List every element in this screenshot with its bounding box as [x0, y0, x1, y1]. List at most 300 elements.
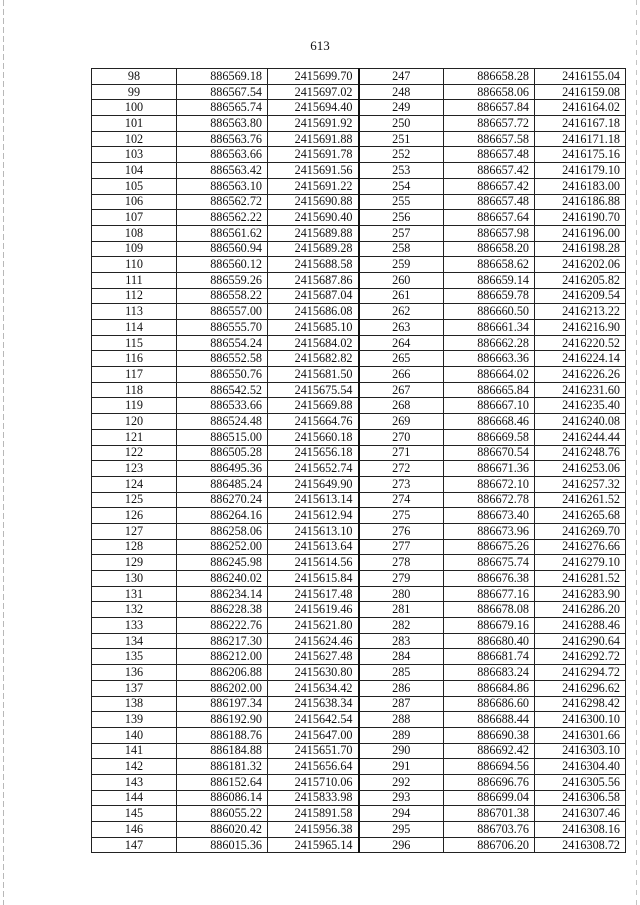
- table-row: [92, 774, 626, 790]
- y-coordinate-cell: 2415891.58: [268, 806, 359, 822]
- table-row: [92, 586, 626, 602]
- y-coordinate-cell: 2415956.38: [268, 822, 359, 838]
- x-coordinate-cell: 886020.42: [177, 822, 268, 838]
- point-number-cell: 100: [92, 100, 177, 116]
- y-coordinate-cell: 2415613.64: [268, 539, 359, 555]
- x-coordinate-cell: 886694.56: [444, 759, 535, 775]
- point-number-cell: 136: [92, 665, 177, 681]
- x-coordinate-cell: 886240.02: [177, 571, 268, 587]
- table-row: [92, 665, 626, 681]
- point-number-cell: 286: [359, 680, 444, 696]
- y-coordinate-cell: 2416224.14: [535, 351, 626, 367]
- y-coordinate-cell: 2415634.42: [268, 680, 359, 696]
- y-coordinate-cell: 2415691.92: [268, 116, 359, 132]
- x-coordinate-cell: 886690.38: [444, 727, 535, 743]
- x-coordinate-cell: 886560.94: [177, 241, 268, 257]
- y-coordinate-cell: 2415682.82: [268, 351, 359, 367]
- y-coordinate-cell: 2416171.18: [535, 131, 626, 147]
- point-number-cell: 105: [92, 178, 177, 194]
- y-coordinate-cell: 2415690.88: [268, 194, 359, 210]
- point-number-cell: 142: [92, 759, 177, 775]
- x-coordinate-cell: 886699.04: [444, 790, 535, 806]
- x-coordinate-cell: 886675.26: [444, 539, 535, 555]
- point-number-cell: 147: [92, 837, 177, 853]
- point-number-cell: 122: [92, 445, 177, 461]
- y-coordinate-cell: 2415619.46: [268, 602, 359, 618]
- y-coordinate-cell: 2415697.02: [268, 84, 359, 100]
- point-number-cell: 143: [92, 774, 177, 790]
- y-coordinate-cell: 2415624.46: [268, 633, 359, 649]
- y-coordinate-cell: 2415691.78: [268, 147, 359, 163]
- x-coordinate-cell: 886563.10: [177, 178, 268, 194]
- point-number-cell: 104: [92, 163, 177, 179]
- point-number-cell: 253: [359, 163, 444, 179]
- x-coordinate-cell: 886658.28: [444, 69, 535, 85]
- point-number-cell: 280: [359, 586, 444, 602]
- x-coordinate-cell: 886665.84: [444, 382, 535, 398]
- y-coordinate-cell: 2416244.44: [535, 429, 626, 445]
- point-number-cell: 295: [359, 822, 444, 838]
- point-number-cell: 145: [92, 806, 177, 822]
- x-coordinate-cell: 886696.76: [444, 774, 535, 790]
- x-coordinate-cell: 886679.16: [444, 618, 535, 634]
- table-row: [92, 367, 626, 383]
- table-row: [92, 618, 626, 634]
- y-coordinate-cell: 2415684.02: [268, 335, 359, 351]
- point-number-cell: 144: [92, 790, 177, 806]
- x-coordinate-cell: 886559.26: [177, 272, 268, 288]
- x-coordinate-cell: 886673.40: [444, 508, 535, 524]
- point-number-cell: 277: [359, 539, 444, 555]
- point-number-cell: 255: [359, 194, 444, 210]
- x-coordinate-cell: 886252.00: [177, 539, 268, 555]
- x-coordinate-cell: 886657.84: [444, 100, 535, 116]
- point-number-cell: 259: [359, 257, 444, 273]
- point-number-cell: 283: [359, 633, 444, 649]
- point-number-cell: 248: [359, 84, 444, 100]
- x-coordinate-cell: 886212.00: [177, 649, 268, 665]
- point-number-cell: 254: [359, 178, 444, 194]
- point-number-cell: 131: [92, 586, 177, 602]
- point-number-cell: 114: [92, 320, 177, 336]
- point-number-cell: 251: [359, 131, 444, 147]
- point-number-cell: 250: [359, 116, 444, 132]
- coordinates-table-body: [92, 69, 626, 853]
- point-number-cell: 99: [92, 84, 177, 100]
- y-coordinate-cell: 2415647.00: [268, 727, 359, 743]
- y-coordinate-cell: 2415649.90: [268, 476, 359, 492]
- table-row: [92, 382, 626, 398]
- x-coordinate-cell: 886055.22: [177, 806, 268, 822]
- table-row: [92, 806, 626, 822]
- y-coordinate-cell: 2415664.76: [268, 414, 359, 430]
- x-coordinate-cell: 886542.52: [177, 382, 268, 398]
- x-coordinate-cell: 886659.78: [444, 288, 535, 304]
- point-number-cell: 115: [92, 335, 177, 351]
- x-coordinate-cell: 886659.14: [444, 272, 535, 288]
- table-row: [92, 837, 626, 853]
- table-row: [92, 194, 626, 210]
- x-coordinate-cell: 886560.12: [177, 257, 268, 273]
- x-coordinate-cell: 886561.62: [177, 225, 268, 241]
- y-coordinate-cell: 2415675.54: [268, 382, 359, 398]
- point-number-cell: 98: [92, 69, 177, 85]
- point-number-cell: 285: [359, 665, 444, 681]
- point-number-cell: 275: [359, 508, 444, 524]
- point-number-cell: 141: [92, 743, 177, 759]
- table-row: [92, 759, 626, 775]
- y-coordinate-cell: 2416226.26: [535, 367, 626, 383]
- table-row: [92, 100, 626, 116]
- y-coordinate-cell: 2416261.52: [535, 492, 626, 508]
- table-row: [92, 351, 626, 367]
- table-row: [92, 429, 626, 445]
- point-number-cell: 261: [359, 288, 444, 304]
- x-coordinate-cell: 886662.28: [444, 335, 535, 351]
- x-coordinate-cell: 886563.76: [177, 131, 268, 147]
- table-row: [92, 790, 626, 806]
- y-coordinate-cell: 2415686.08: [268, 304, 359, 320]
- x-coordinate-cell: 886673.96: [444, 523, 535, 539]
- point-number-cell: 106: [92, 194, 177, 210]
- point-number-cell: 135: [92, 649, 177, 665]
- table-row: [92, 178, 626, 194]
- y-coordinate-cell: 2416305.56: [535, 774, 626, 790]
- point-number-cell: 256: [359, 210, 444, 226]
- y-coordinate-cell: 2416159.08: [535, 84, 626, 100]
- table-row: [92, 680, 626, 696]
- point-number-cell: 257: [359, 225, 444, 241]
- point-number-cell: 292: [359, 774, 444, 790]
- x-coordinate-cell: 886270.24: [177, 492, 268, 508]
- y-coordinate-cell: 2416286.20: [535, 602, 626, 618]
- point-number-cell: 276: [359, 523, 444, 539]
- table-row: [92, 571, 626, 587]
- point-number-cell: 113: [92, 304, 177, 320]
- y-coordinate-cell: 2415627.48: [268, 649, 359, 665]
- table-row: [92, 320, 626, 336]
- x-coordinate-cell: 886703.76: [444, 822, 535, 838]
- point-number-cell: 132: [92, 602, 177, 618]
- point-number-cell: 129: [92, 555, 177, 571]
- table-row: [92, 241, 626, 257]
- y-coordinate-cell: 2416179.10: [535, 163, 626, 179]
- y-coordinate-cell: 2416164.02: [535, 100, 626, 116]
- x-coordinate-cell: 886524.48: [177, 414, 268, 430]
- x-coordinate-cell: 886550.76: [177, 367, 268, 383]
- table-row: [92, 147, 626, 163]
- table-row: [92, 257, 626, 273]
- y-coordinate-cell: 2416303.10: [535, 743, 626, 759]
- x-coordinate-cell: 886555.70: [177, 320, 268, 336]
- y-coordinate-cell: 2415689.28: [268, 241, 359, 257]
- x-coordinate-cell: 886152.64: [177, 774, 268, 790]
- y-coordinate-cell: 2416308.72: [535, 837, 626, 853]
- x-coordinate-cell: 886515.00: [177, 429, 268, 445]
- point-number-cell: 107: [92, 210, 177, 226]
- y-coordinate-cell: 2416279.10: [535, 555, 626, 571]
- point-number-cell: 293: [359, 790, 444, 806]
- y-coordinate-cell: 2416307.46: [535, 806, 626, 822]
- x-coordinate-cell: 886657.48: [444, 147, 535, 163]
- table-row: [92, 523, 626, 539]
- point-number-cell: 291: [359, 759, 444, 775]
- x-coordinate-cell: 886505.28: [177, 445, 268, 461]
- y-coordinate-cell: 2415656.64: [268, 759, 359, 775]
- y-coordinate-cell: 2416202.06: [535, 257, 626, 273]
- point-number-cell: 290: [359, 743, 444, 759]
- x-coordinate-cell: 886692.42: [444, 743, 535, 759]
- x-coordinate-cell: 886657.42: [444, 178, 535, 194]
- point-number-cell: 116: [92, 351, 177, 367]
- y-coordinate-cell: 2415689.88: [268, 225, 359, 241]
- y-coordinate-cell: 2416253.06: [535, 461, 626, 477]
- point-number-cell: 138: [92, 696, 177, 712]
- x-coordinate-cell: 886672.78: [444, 492, 535, 508]
- table-row: [92, 69, 626, 85]
- table-row: [92, 476, 626, 492]
- point-number-cell: 127: [92, 523, 177, 539]
- y-coordinate-cell: 2415651.70: [268, 743, 359, 759]
- x-coordinate-cell: 886669.58: [444, 429, 535, 445]
- y-coordinate-cell: 2415630.80: [268, 665, 359, 681]
- point-number-cell: 126: [92, 508, 177, 524]
- y-coordinate-cell: 2415690.40: [268, 210, 359, 226]
- coordinates-table: [91, 68, 626, 853]
- x-coordinate-cell: 886683.24: [444, 665, 535, 681]
- point-number-cell: 249: [359, 100, 444, 116]
- y-coordinate-cell: 2416301.66: [535, 727, 626, 743]
- point-number-cell: 263: [359, 320, 444, 336]
- x-coordinate-cell: 886184.88: [177, 743, 268, 759]
- x-coordinate-cell: 886681.74: [444, 649, 535, 665]
- x-coordinate-cell: 886657.42: [444, 163, 535, 179]
- x-coordinate-cell: 886657.48: [444, 194, 535, 210]
- point-number-cell: 103: [92, 147, 177, 163]
- x-coordinate-cell: 886671.36: [444, 461, 535, 477]
- point-number-cell: 288: [359, 712, 444, 728]
- y-coordinate-cell: 2416308.16: [535, 822, 626, 838]
- point-number-cell: 260: [359, 272, 444, 288]
- y-coordinate-cell: 2415681.50: [268, 367, 359, 383]
- x-coordinate-cell: 886672.10: [444, 476, 535, 492]
- y-coordinate-cell: 2415691.22: [268, 178, 359, 194]
- table-row: [92, 743, 626, 759]
- x-coordinate-cell: 886202.00: [177, 680, 268, 696]
- point-number-cell: 101: [92, 116, 177, 132]
- table-row: [92, 304, 626, 320]
- table-row: [92, 84, 626, 100]
- x-coordinate-cell: 886245.98: [177, 555, 268, 571]
- y-coordinate-cell: 2416265.68: [535, 508, 626, 524]
- y-coordinate-cell: 2416294.72: [535, 665, 626, 681]
- table-row: [92, 712, 626, 728]
- table-row: [92, 461, 626, 477]
- point-number-cell: 137: [92, 680, 177, 696]
- point-number-cell: 284: [359, 649, 444, 665]
- table-row: [92, 649, 626, 665]
- y-coordinate-cell: 2416296.62: [535, 680, 626, 696]
- table-row: [92, 602, 626, 618]
- x-coordinate-cell: 886661.34: [444, 320, 535, 336]
- point-number-cell: 279: [359, 571, 444, 587]
- scan-edge-left: [3, 0, 4, 905]
- point-number-cell: 265: [359, 351, 444, 367]
- point-number-cell: 272: [359, 461, 444, 477]
- y-coordinate-cell: 2416290.64: [535, 633, 626, 649]
- y-coordinate-cell: 2416283.90: [535, 586, 626, 602]
- y-coordinate-cell: 2415614.56: [268, 555, 359, 571]
- point-number-cell: 296: [359, 837, 444, 853]
- y-coordinate-cell: 2415685.10: [268, 320, 359, 336]
- point-number-cell: 102: [92, 131, 177, 147]
- x-coordinate-cell: 886686.60: [444, 696, 535, 712]
- y-coordinate-cell: 2415612.94: [268, 508, 359, 524]
- point-number-cell: 119: [92, 398, 177, 414]
- y-coordinate-cell: 2416306.58: [535, 790, 626, 806]
- point-number-cell: 267: [359, 382, 444, 398]
- x-coordinate-cell: 886565.74: [177, 100, 268, 116]
- y-coordinate-cell: 2416190.70: [535, 210, 626, 226]
- x-coordinate-cell: 886562.22: [177, 210, 268, 226]
- point-number-cell: 133: [92, 618, 177, 634]
- scan-edge-right: [636, 0, 637, 905]
- table-row: [92, 445, 626, 461]
- x-coordinate-cell: 886684.86: [444, 680, 535, 696]
- x-coordinate-cell: 886485.24: [177, 476, 268, 492]
- x-coordinate-cell: 886563.42: [177, 163, 268, 179]
- point-number-cell: 294: [359, 806, 444, 822]
- x-coordinate-cell: 886563.80: [177, 116, 268, 132]
- y-coordinate-cell: 2416167.18: [535, 116, 626, 132]
- table-row: [92, 398, 626, 414]
- x-coordinate-cell: 886688.44: [444, 712, 535, 728]
- y-coordinate-cell: 2415656.18: [268, 445, 359, 461]
- point-number-cell: 108: [92, 225, 177, 241]
- x-coordinate-cell: 886657.98: [444, 225, 535, 241]
- point-number-cell: 146: [92, 822, 177, 838]
- x-coordinate-cell: 886558.22: [177, 288, 268, 304]
- table-row: [92, 696, 626, 712]
- x-coordinate-cell: 886706.20: [444, 837, 535, 853]
- y-coordinate-cell: 2415669.88: [268, 398, 359, 414]
- table-row: [92, 414, 626, 430]
- point-number-cell: 262: [359, 304, 444, 320]
- table-row: [92, 272, 626, 288]
- point-number-cell: 112: [92, 288, 177, 304]
- y-coordinate-cell: 2416248.76: [535, 445, 626, 461]
- x-coordinate-cell: 886015.36: [177, 837, 268, 853]
- x-coordinate-cell: 886197.34: [177, 696, 268, 712]
- point-number-cell: 258: [359, 241, 444, 257]
- y-coordinate-cell: 2416220.52: [535, 335, 626, 351]
- y-coordinate-cell: 2415694.40: [268, 100, 359, 116]
- y-coordinate-cell: 2416216.90: [535, 320, 626, 336]
- page-number: 613: [310, 38, 330, 53]
- table-row: [92, 492, 626, 508]
- y-coordinate-cell: 2415710.06: [268, 774, 359, 790]
- x-coordinate-cell: 886657.72: [444, 116, 535, 132]
- x-coordinate-cell: 886181.32: [177, 759, 268, 775]
- y-coordinate-cell: 2416292.72: [535, 649, 626, 665]
- y-coordinate-cell: 2415833.98: [268, 790, 359, 806]
- x-coordinate-cell: 886658.06: [444, 84, 535, 100]
- point-number-cell: 128: [92, 539, 177, 555]
- x-coordinate-cell: 886495.36: [177, 461, 268, 477]
- x-coordinate-cell: 886563.66: [177, 147, 268, 163]
- point-number-cell: 110: [92, 257, 177, 273]
- y-coordinate-cell: 2416235.40: [535, 398, 626, 414]
- x-coordinate-cell: 886217.30: [177, 633, 268, 649]
- point-number-cell: 281: [359, 602, 444, 618]
- x-coordinate-cell: 886660.50: [444, 304, 535, 320]
- x-coordinate-cell: 886677.16: [444, 586, 535, 602]
- point-number-cell: 111: [92, 272, 177, 288]
- point-number-cell: 278: [359, 555, 444, 571]
- y-coordinate-cell: 2416155.04: [535, 69, 626, 85]
- point-number-cell: 124: [92, 476, 177, 492]
- x-coordinate-cell: 886086.14: [177, 790, 268, 806]
- table-row: [92, 225, 626, 241]
- y-coordinate-cell: 2416257.32: [535, 476, 626, 492]
- table-row: [92, 163, 626, 179]
- table-row: [92, 822, 626, 838]
- y-coordinate-cell: 2415687.86: [268, 272, 359, 288]
- y-coordinate-cell: 2416196.00: [535, 225, 626, 241]
- y-coordinate-cell: 2415617.48: [268, 586, 359, 602]
- x-coordinate-cell: 886675.74: [444, 555, 535, 571]
- x-coordinate-cell: 886663.36: [444, 351, 535, 367]
- point-number-cell: 130: [92, 571, 177, 587]
- table-row: [92, 210, 626, 226]
- y-coordinate-cell: 2416300.10: [535, 712, 626, 728]
- y-coordinate-cell: 2415615.84: [268, 571, 359, 587]
- y-coordinate-cell: 2416186.88: [535, 194, 626, 210]
- y-coordinate-cell: 2416231.60: [535, 382, 626, 398]
- y-coordinate-cell: 2416298.42: [535, 696, 626, 712]
- point-number-cell: 274: [359, 492, 444, 508]
- x-coordinate-cell: 886668.46: [444, 414, 535, 430]
- point-number-cell: 121: [92, 429, 177, 445]
- x-coordinate-cell: 886658.62: [444, 257, 535, 273]
- x-coordinate-cell: 886664.02: [444, 367, 535, 383]
- table-row: [92, 539, 626, 555]
- table-row: [92, 335, 626, 351]
- x-coordinate-cell: 886657.58: [444, 131, 535, 147]
- x-coordinate-cell: 886533.66: [177, 398, 268, 414]
- y-coordinate-cell: 2416276.66: [535, 539, 626, 555]
- point-number-cell: 123: [92, 461, 177, 477]
- x-coordinate-cell: 886676.38: [444, 571, 535, 587]
- x-coordinate-cell: 886234.14: [177, 586, 268, 602]
- y-coordinate-cell: 2415642.54: [268, 712, 359, 728]
- point-number-cell: 289: [359, 727, 444, 743]
- x-coordinate-cell: 886658.20: [444, 241, 535, 257]
- x-coordinate-cell: 886680.40: [444, 633, 535, 649]
- y-coordinate-cell: 2415613.14: [268, 492, 359, 508]
- point-number-cell: 252: [359, 147, 444, 163]
- table-row: [92, 116, 626, 132]
- x-coordinate-cell: 886657.64: [444, 210, 535, 226]
- table-row: [92, 727, 626, 743]
- x-coordinate-cell: 886264.16: [177, 508, 268, 524]
- y-coordinate-cell: 2415691.88: [268, 131, 359, 147]
- y-coordinate-cell: 2416213.22: [535, 304, 626, 320]
- point-number-cell: 268: [359, 398, 444, 414]
- y-coordinate-cell: 2416175.16: [535, 147, 626, 163]
- x-coordinate-cell: 886701.38: [444, 806, 535, 822]
- y-coordinate-cell: 2416209.54: [535, 288, 626, 304]
